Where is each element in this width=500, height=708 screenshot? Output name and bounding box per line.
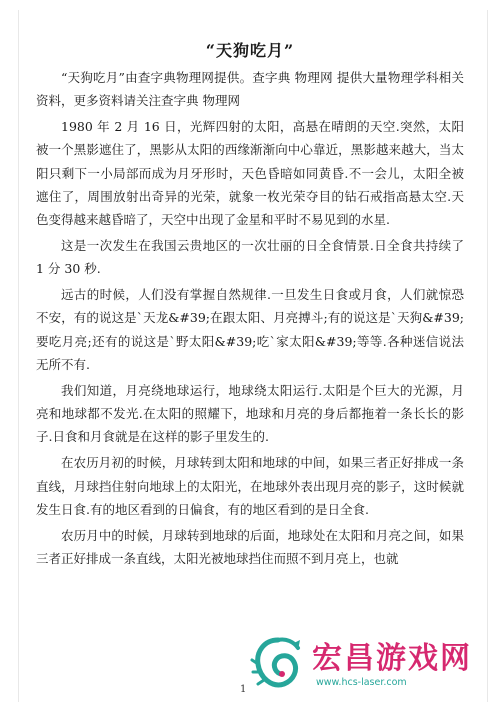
- paragraph-eclipse-scene: 1980 年 2 月 16 日，光辉四射的太阳，高悬在晴朗的天空.突然，太阳被一个黑影遮住了，黑影从太阳的西缘渐渐向中心靠近，黑影越来越大，当太阳只剩下一小局部而成为月牙形时，天色昏暗如同黄昏.不一会儿，太阳全被遮住了，周围放射出奇异的光荣，就象一枚光荣夺目的钻石戒指高悬太空.天色变得越来越昏暗了，天空中出现了金星和平时不易见到的水星.: [36, 119, 464, 228]
- page-number: 1: [240, 684, 247, 695]
- watermark-site-name: 宏昌游戏网: [312, 640, 472, 676]
- dragon-logo-icon: [248, 634, 308, 694]
- paragraph-eclipse-duration: 这是一次发生在我国云贵地区的一次壮丽的日全食情景.日全食共持续了 1 分 30 秒.: [36, 238, 464, 277]
- site-watermark[interactable]: [248, 624, 498, 704]
- paragraph-ancient-beliefs: 远古的时候，人们没有掌握自然规律.一旦发生日食或月食，人们就惊恐不安，有的说这是`天龙&#39;在跟太阳、月亮搏斗;有的说这是`天狗&#39;要吃月亮;还有的说这是`野太阳&#39;吃`家太阳&#39;等等.各种迷信说法无所不有.: [36, 287, 464, 373]
- paragraph-solar-eclipse: 在农历月初的时候，月球转到太阳和地球的中间，如果三者正好排成一条直线，月球挡住射向地球上的太阳光，在地球外表出现月亮的影子，这时候就发生日食.有的地区看到的日偏食，有的地区看到的是日全食.: [36, 455, 464, 517]
- watermark-text-group: [312, 641, 472, 688]
- document-body: [36, 66, 464, 573]
- paragraph-orbits: 我们知道，月亮绕地球运行，地球绕太阳运行.太阳是个巨大的光源，月亮和地球都不发光.在太阳的照耀下，地球和月亮的身后都拖着一条长长的影子.日食和月食就是在这样的影子里发生的.: [36, 382, 464, 445]
- paragraph-intro: “天狗吃月”由查字典物理网提供。查字典 物理网 提供大量物理学科相关资料，更多资料请关注查字典 物理网: [36, 70, 464, 109]
- document-title: “天狗吃月”: [205, 41, 295, 60]
- watermark-url: www.hcs-laser.com: [316, 676, 407, 688]
- paragraph-lunar-eclipse: 农历月中的时候，月球转到地球的后面，地球处在太阳和月亮之间，如果三者正好排成一条直线，太阳光被地球挡住而照不到月亮上，也就: [36, 527, 464, 566]
